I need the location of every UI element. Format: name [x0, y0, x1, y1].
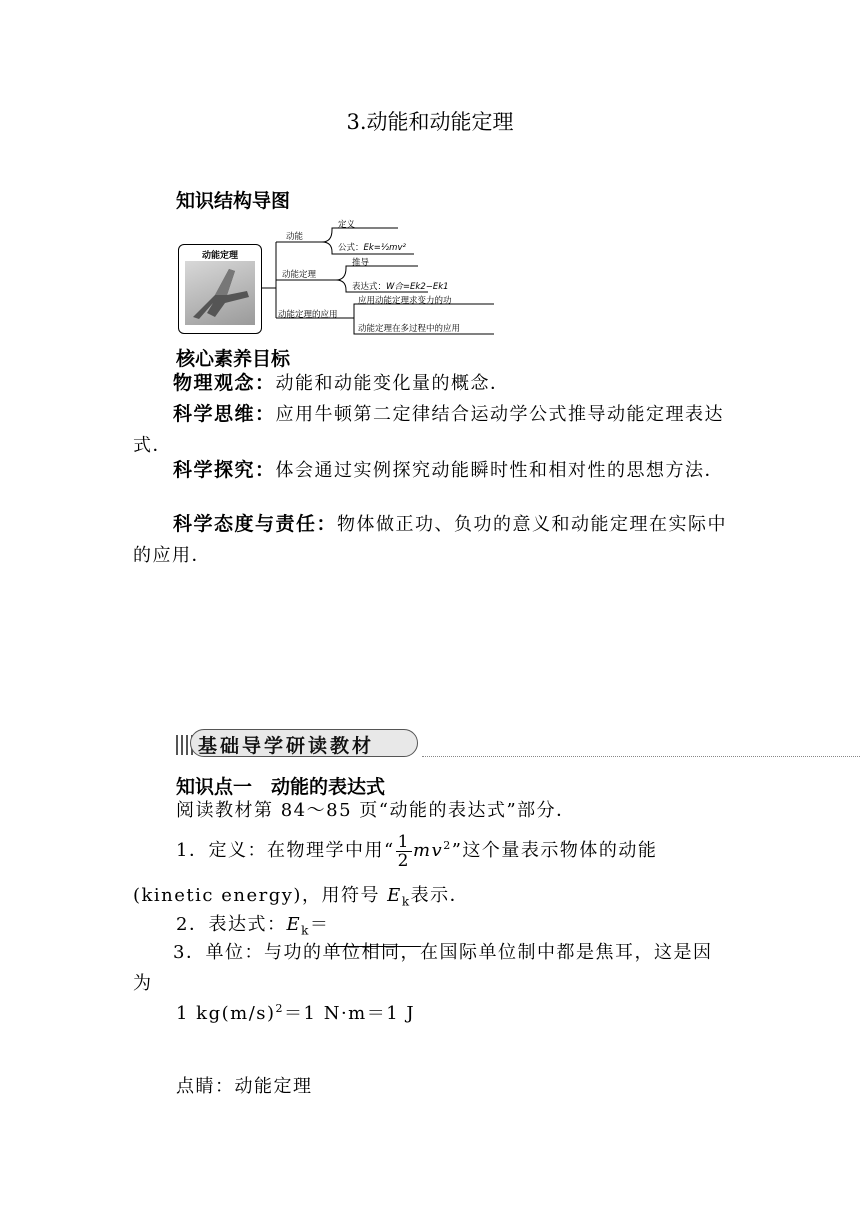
- theorem-formula: W合=Ek2−Ek1: [386, 282, 449, 292]
- mind-map-root: [178, 244, 262, 334]
- kinetic-energy-formula: Ek=½mv²: [363, 243, 406, 253]
- mind-map-leaf-2-2: 表达式：W合=Ek2−Ek1: [352, 282, 449, 292]
- mind-map-root-label: 动能定理: [201, 251, 238, 261]
- mind-map-leaf-1-2: 公式：Ek=½mv²: [338, 243, 406, 253]
- kp1-expression: 2．表达式：$E_k=$: [176, 909, 736, 947]
- mind-map-branch-1: 动能: [286, 232, 304, 242]
- banner-text: 基础导学研读教材: [198, 735, 375, 757]
- core-item-4: 科学态度与责任：物体做正功、负功的意义和动能定理在实际中的应用．: [133, 513, 728, 566]
- page-title: 3.动能和动能定理: [346, 110, 514, 134]
- kp1-definition-line-2: (kinetic energy)，用符号 $E_k$表示．: [133, 885, 470, 909]
- core-item-3: 科学探究：体会通过实例探究动能瞬时性和相对性的思想方法．: [173, 459, 725, 481]
- kp1-unit-equation: 1 $kg(m/s)^2=1$ N·m＝1 J: [176, 1002, 416, 1024]
- mind-map-leaf-1-1: 定义: [338, 220, 356, 230]
- kp1-reading-note: 阅读教材第 84～85 页“动能的表达式”部分．: [176, 800, 576, 821]
- mind-map-branch-3: 动能定理的应用: [278, 310, 338, 320]
- kp1-heading: 知识点一 动能的表达式: [176, 776, 386, 798]
- fraction-one-half: $\frac{1}{2}$: [397, 831, 410, 871]
- tip-text: 点睛：动能定理: [176, 1076, 313, 1097]
- kp1-unit: 3．单位：与功的单位相同，在国际单位制中都是焦耳，这是因为: [133, 942, 713, 994]
- structure-heading: 知识结构导图: [176, 190, 291, 212]
- divider: [422, 756, 860, 757]
- mind-map-branch-2: 动能定理: [282, 270, 317, 280]
- fighter-jet-icon: [185, 261, 255, 325]
- mind-map: [176, 214, 506, 336]
- kp1-definition-line-1: 1．定义：在物理学中用“ $\frac{1}{2}$ $mv^2$”这个量表示物体的动能: [176, 831, 658, 871]
- core-item-1: 物理观念：动能和动能变化量的概念．: [173, 372, 510, 394]
- mind-map-leaf-3-2: 动能定理在多过程中的应用: [358, 324, 461, 334]
- section-banner: [176, 727, 422, 759]
- mind-map-leaf-3-1: 应用动能定理求变力的功: [358, 296, 452, 306]
- core-item-2: 科学思维：应用牛顿第二定律结合运动学公式推导动能定理表达式．: [133, 403, 725, 456]
- fighter-jet-image: [185, 261, 255, 325]
- core-heading: 核心素养目标: [176, 348, 291, 370]
- mind-map-leaf-2-1: 推导: [352, 258, 370, 268]
